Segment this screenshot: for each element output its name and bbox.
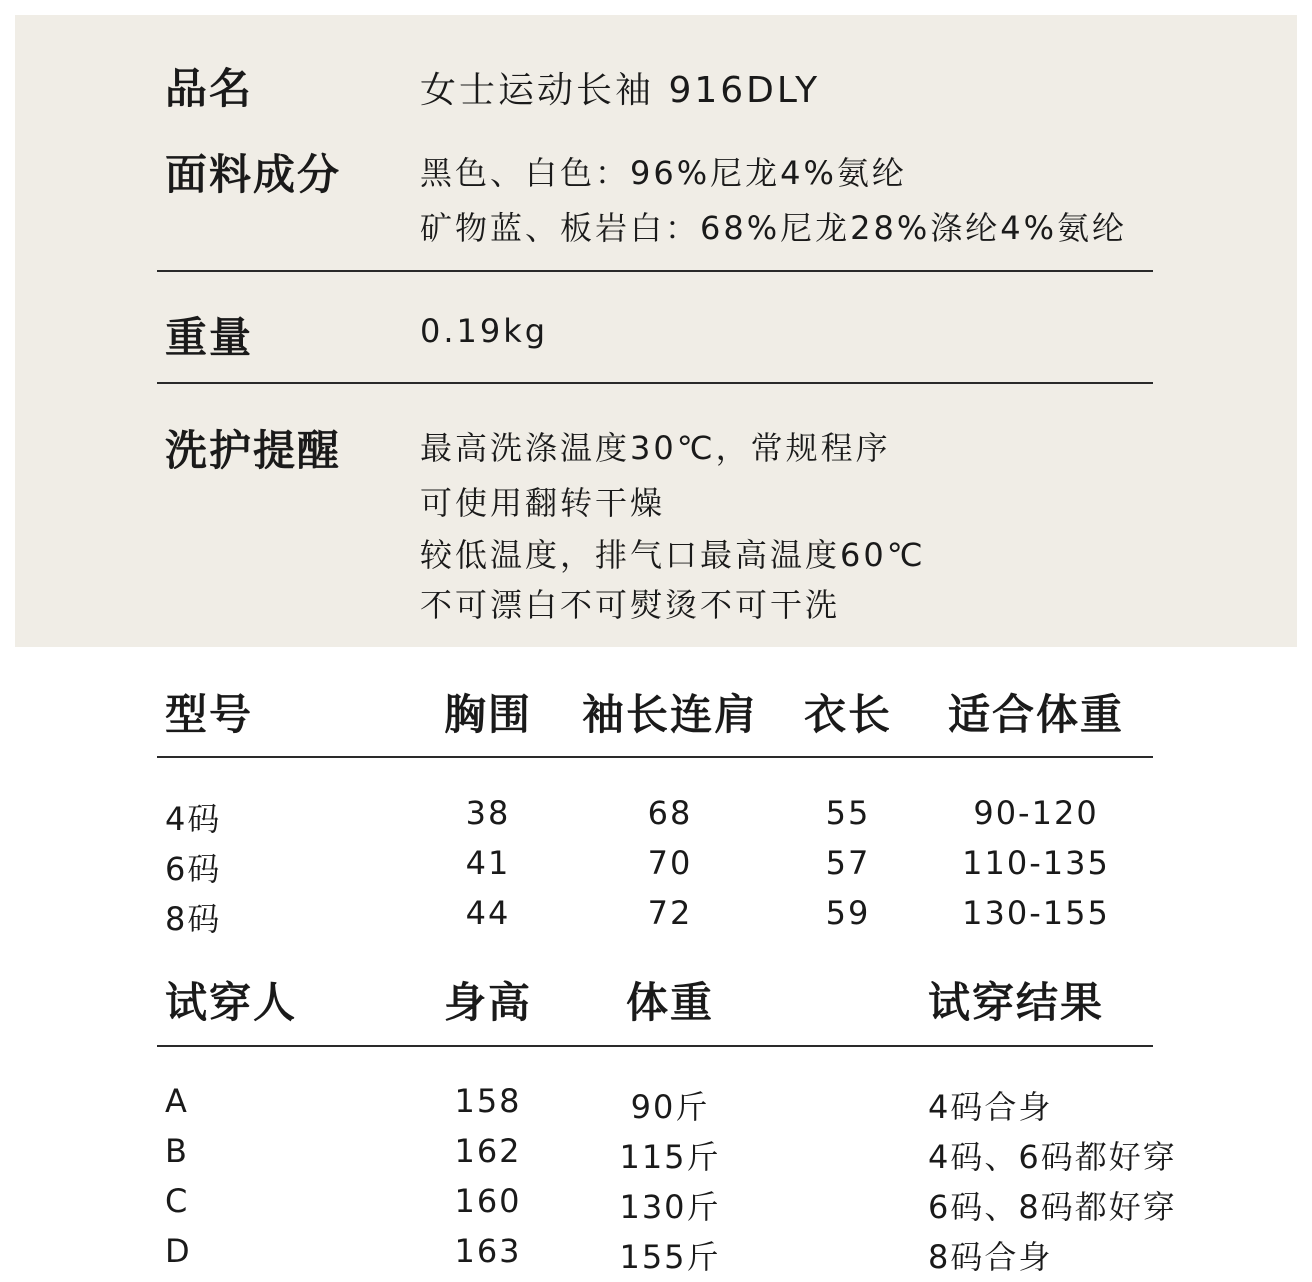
- fit-cell: 158: [454, 1082, 522, 1120]
- size-cell: 130-155: [962, 894, 1110, 932]
- fit-cell: C: [165, 1182, 190, 1220]
- size-cell: 38: [465, 794, 511, 832]
- size-header-weight: 适合体重: [947, 690, 1125, 739]
- size-cell: 68: [647, 794, 693, 832]
- size-cell: 44: [465, 894, 511, 932]
- fabric-line: 黑色、白色：96%尼龙4%氨纶: [420, 154, 907, 192]
- size-header-model: 型号: [165, 690, 254, 739]
- fabric-line: 矿物蓝、板岩白：68%尼龙28%涤纶4%氨纶: [420, 209, 1128, 247]
- fit-cell: 90斤: [630, 1088, 710, 1126]
- divider: [157, 270, 1153, 272]
- fit-header-person: 试穿人: [165, 978, 298, 1027]
- size-cell: 4码: [165, 800, 222, 838]
- fabric-label: 面料成分: [165, 150, 342, 199]
- fit-cell: 155斤: [619, 1238, 721, 1276]
- size-cell: 55: [825, 794, 871, 832]
- care-line: 最高洗涤温度30℃，常规程序: [420, 429, 891, 467]
- fit-cell: D: [165, 1232, 192, 1270]
- fit-cell: 8码合身: [928, 1238, 1053, 1276]
- fit-header-height: 身高: [443, 978, 533, 1027]
- fit-header-result: 试穿结果: [928, 978, 1105, 1027]
- size-cell: 41: [465, 844, 511, 882]
- size-cell: 90-120: [973, 794, 1099, 832]
- weight-value: 0.19kg: [420, 312, 549, 350]
- size-header-sleeve: 袖长连肩: [581, 690, 759, 739]
- care-line: 较低温度，排气口最高温度60℃: [420, 536, 926, 574]
- care-line: 可使用翻转干燥: [420, 484, 666, 522]
- fit-cell: 4码、6码都好穿: [928, 1138, 1177, 1176]
- size-header-length: 衣长: [803, 690, 893, 739]
- weight-label: 重量: [165, 313, 254, 362]
- size-cell: 72: [647, 894, 693, 932]
- fit-cell: 162: [454, 1132, 522, 1170]
- size-header-chest: 胸围: [443, 690, 533, 739]
- size-cell: 57: [825, 844, 871, 882]
- fit-cell: 163: [454, 1232, 522, 1270]
- care-label: 洗护提醒: [165, 426, 342, 475]
- fit-cell: 130斤: [619, 1188, 721, 1226]
- size-cell: 59: [825, 894, 871, 932]
- size-cell: 6码: [165, 850, 222, 888]
- size-cell: 110-135: [962, 844, 1110, 882]
- name-label: 品名: [165, 64, 254, 113]
- fit-cell: 115斤: [619, 1138, 721, 1176]
- divider: [157, 1045, 1153, 1047]
- divider: [157, 382, 1153, 384]
- divider: [157, 756, 1153, 758]
- fit-cell: 4码合身: [928, 1088, 1053, 1126]
- fit-cell: 6码、8码都好穿: [928, 1188, 1177, 1226]
- fit-cell: 160: [454, 1182, 522, 1220]
- name-value: 女士运动长袖 916DLY: [420, 70, 821, 111]
- fit-cell: A: [165, 1082, 189, 1120]
- fit-cell: B: [165, 1132, 189, 1170]
- size-cell: 8码: [165, 900, 222, 938]
- care-line: 不可漂白不可熨烫不可干洗: [420, 586, 841, 624]
- size-cell: 70: [647, 844, 693, 882]
- fit-header-weight: 体重: [625, 978, 715, 1027]
